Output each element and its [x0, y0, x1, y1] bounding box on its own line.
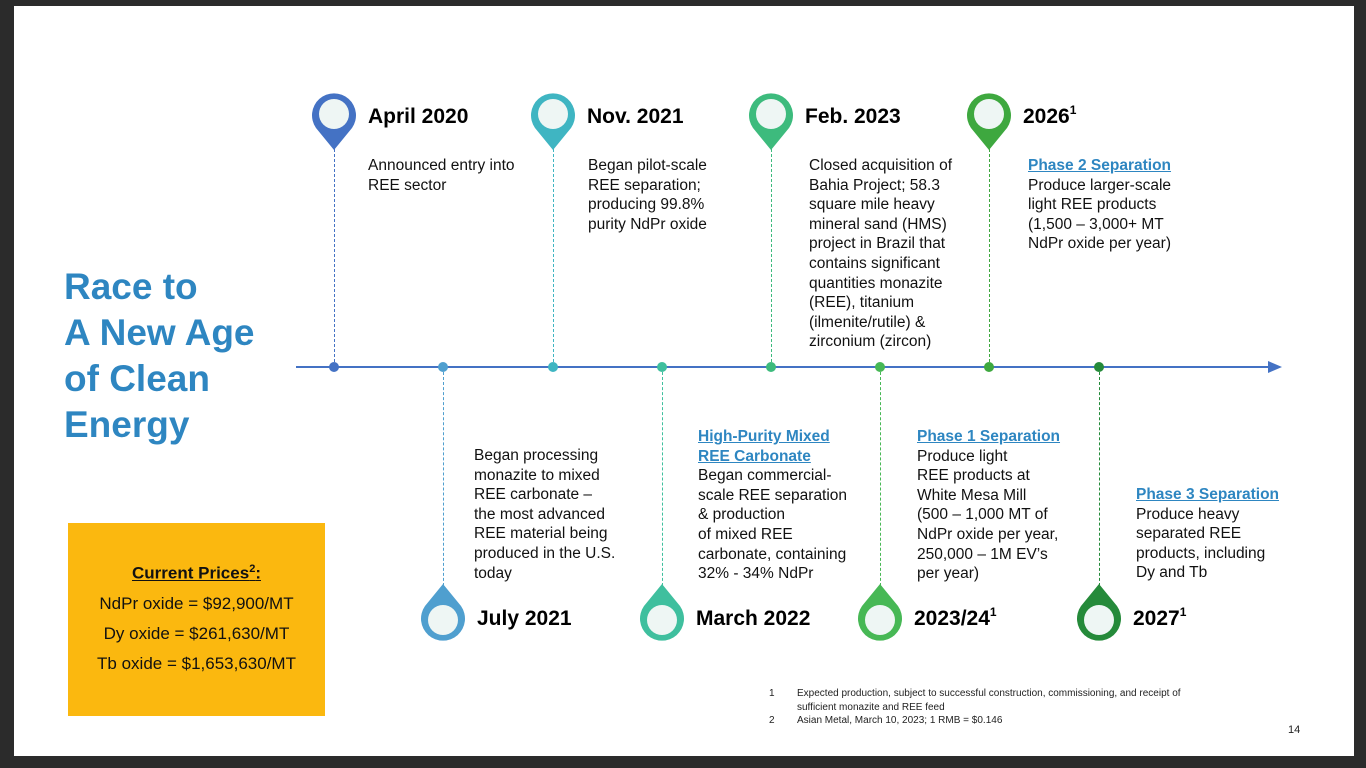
description-line: Dy and Tb [1136, 564, 1208, 582]
location-pin-icon [419, 584, 467, 644]
description-line: Closed acquisition of [809, 157, 953, 174]
page-number: 14 [1288, 724, 1301, 736]
description-line: Began pilot-scale [588, 157, 707, 174]
current-prices-box [68, 523, 325, 716]
event-7-description [1028, 156, 1171, 254]
description-line: per year) [917, 565, 980, 583]
description-line: the most advanced [474, 505, 605, 523]
event-1-date [368, 105, 468, 129]
description-line: (REE), titanium [809, 294, 915, 312]
footnote-ref: 1 [989, 605, 997, 619]
description-line: Began commercial- [698, 467, 832, 485]
description-line: square mile heavy [809, 196, 935, 214]
event-5-description [809, 156, 952, 352]
phase-heading: Phase 3 Separation [1136, 486, 1280, 503]
description-line: carbonate, containing [698, 545, 847, 563]
date-text: March 2022 [696, 607, 811, 630]
event-6-description [917, 427, 1060, 584]
slide [14, 6, 1354, 756]
phase-heading: High-Purity Mixed [698, 428, 830, 445]
title-line: Energy [64, 404, 190, 445]
timeline-dot [1094, 362, 1104, 372]
description-line: light REE products [1028, 196, 1157, 214]
event-3-date [587, 105, 684, 129]
event-5-date [805, 105, 901, 129]
description-line: Produce light [917, 447, 1008, 465]
description-line: REE sector [368, 176, 447, 194]
event-6-date [914, 607, 997, 631]
timeline-connector [553, 144, 554, 367]
date-text: 2023/24 [914, 607, 990, 630]
location-pin-icon [747, 90, 795, 150]
timeline-connector [334, 144, 335, 367]
location-pin-icon [529, 90, 577, 150]
prices-heading: Current Prices$^2$: [132, 563, 261, 583]
description-line: NdPr oxide per year, [917, 525, 1059, 543]
timeline-dot [438, 362, 448, 372]
event-4-description [698, 427, 847, 584]
footnotes [769, 687, 1199, 728]
description-line: Announced entry into [368, 157, 515, 174]
description-line: White Mesa Mill [917, 486, 1027, 504]
description-line: & production [698, 506, 786, 524]
description-line: Began processing [474, 447, 599, 464]
timeline-arrow-icon [1268, 361, 1282, 373]
timeline-connector [1099, 372, 1100, 596]
description-line: NdPr oxide per year) [1028, 235, 1172, 253]
description-line: REE separation; [588, 176, 701, 194]
title-line: Race to [64, 266, 198, 307]
description-line: monazite to mixed [474, 466, 600, 484]
event-3-description [588, 156, 707, 234]
event-2-description [474, 446, 615, 583]
description-line: produced in the U.S. [474, 544, 616, 562]
footnote-ref: 1 [1069, 103, 1077, 117]
description-line: 32% - 34% NdPr [698, 565, 814, 583]
date-text: Feb. 2023 [805, 105, 901, 128]
description-line: Produce larger-scale [1028, 176, 1172, 194]
description-line: REE carbonate – [474, 486, 593, 504]
description-line: project in Brazil that [809, 235, 946, 253]
location-pin-icon [856, 584, 904, 644]
description-line: Bahia Project; 58.3 [809, 176, 940, 194]
description-line: contains significant [809, 254, 940, 272]
description-line: (500 – 1,000 MT of [917, 506, 1048, 524]
footnote: 1 Expected production, subject to successful construction, commissioning, and receipt of sufficient monazite and REE feed [769, 688, 1181, 713]
footnote: 2 Asian Metal, March 10, 2023; 1 RMB = $0.146 [769, 715, 1003, 726]
description-line: 250,000 – 1M EV’s [917, 545, 1048, 563]
timeline-dot [875, 362, 885, 372]
event-7-date [1023, 105, 1076, 129]
description-line: Produce heavy [1136, 505, 1240, 523]
event-1-description [368, 156, 515, 195]
description-line: mineral sand (HMS) [809, 215, 947, 233]
price-tb: Tb oxide = $1,653,630/MT [97, 653, 296, 673]
price-ndpr: NdPr oxide = $92,900/MT [99, 593, 294, 613]
date-text: 2027 [1133, 607, 1180, 630]
description-line: scale REE separation [698, 486, 848, 504]
location-pin-icon [310, 90, 358, 150]
timeline-connector [443, 372, 444, 596]
event-8-description [1136, 485, 1279, 583]
price-dy: Dy oxide = $261,630/MT [103, 623, 290, 643]
description-line: today [474, 564, 512, 582]
description-line: (1,500 – 3,000+ MT [1028, 215, 1164, 233]
phase-heading: Phase 2 Separation [1028, 157, 1172, 174]
footnote-ref: 1 [1179, 605, 1187, 619]
location-pin-icon [965, 90, 1013, 150]
event-2-date [477, 607, 572, 631]
location-pin-icon [638, 584, 686, 644]
title-line: of Clean [64, 358, 210, 399]
title-line: A New Age [64, 312, 255, 353]
date-text: April 2020 [368, 105, 469, 128]
phase-heading: Phase 1 Separation [917, 428, 1061, 445]
timeline-dot [657, 362, 667, 372]
date-text: July 2021 [477, 607, 572, 630]
date-text: 2026 [1023, 105, 1070, 128]
timeline-connector [771, 144, 772, 367]
description-line: REE products at [917, 467, 1030, 485]
description-line: purity NdPr oxide [588, 215, 707, 233]
timeline-connector [989, 144, 990, 367]
event-4-date [696, 607, 810, 631]
description-line: of mixed REE [698, 525, 793, 543]
description-line: zirconium (zircon) [809, 333, 932, 351]
description-line: quantities monazite [809, 274, 943, 292]
slide-title [64, 264, 294, 448]
phase-heading: REE Carbonate [698, 447, 811, 465]
timeline-connector [662, 372, 663, 596]
description-line: (ilmenite/rutile) & [809, 313, 926, 331]
location-pin-icon [1075, 584, 1123, 644]
description-line: separated REE [1136, 525, 1242, 543]
description-line: producing 99.8% [588, 196, 705, 214]
description-line: REE material being [474, 525, 608, 543]
date-text: Nov. 2021 [587, 105, 684, 128]
description-line: products, including [1136, 544, 1266, 562]
event-8-date [1133, 607, 1186, 631]
timeline-connector [880, 372, 881, 596]
